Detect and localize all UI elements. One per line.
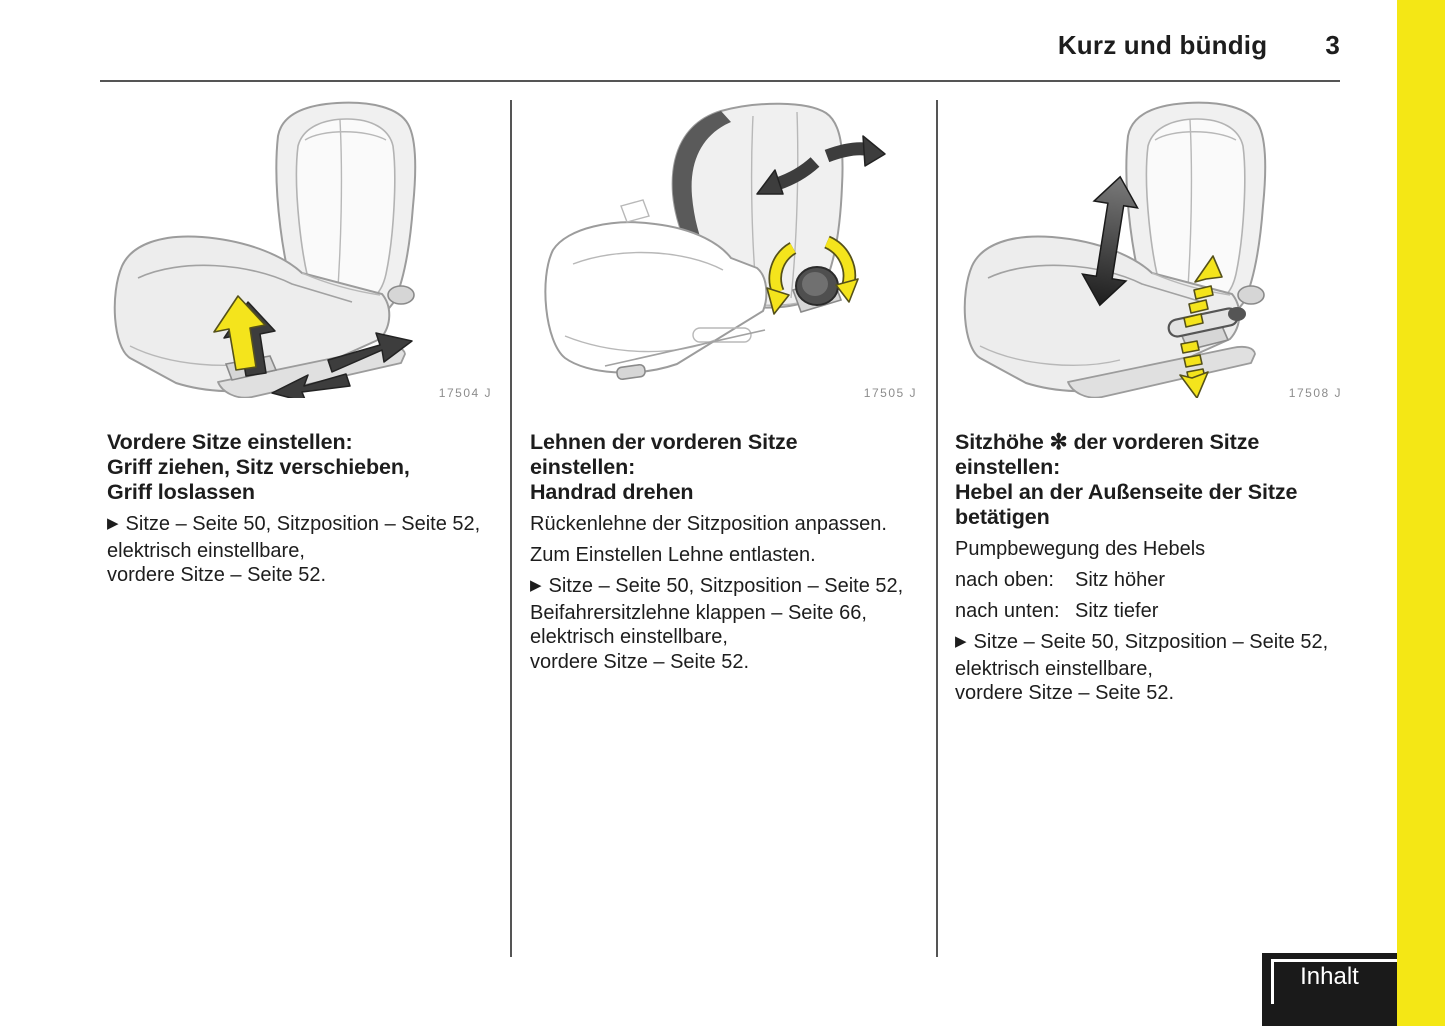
header-title: Kurz und bündig	[1057, 30, 1268, 60]
reference-paragraph: ▶ Sitze – Seite 50, Sitzposition – Seite 52, elektrisch einstellbare, vordere Sitze – Seite 52.	[107, 513, 481, 586]
column-divider-1	[510, 100, 512, 957]
column-heading: Vordere Sitze einstellen: Griff ziehen, Sitz verschieben, Griff loslassen	[107, 430, 410, 504]
figure-caption: 17505 J	[863, 386, 917, 400]
page-header	[100, 30, 1340, 61]
column-front-seat-adjust	[107, 430, 499, 594]
yellow-edge-stripe	[1397, 0, 1445, 1026]
seat-drawing-1	[100, 98, 500, 398]
column-seat-height-adjust	[955, 430, 1347, 712]
reference-paragraph: ▶ Sitze – Seite 50, Sitzposition – Seite 52, Beifahrersitzlehne klappen – Seite 66, elektrisch einstellbare, vordere Sitze – Seite 52.	[530, 575, 904, 673]
header-rule	[100, 80, 1340, 82]
triangle-bullet-icon: ▶	[955, 633, 967, 650]
body-paragraph: Zum Einstellen Lehne entlasten.	[530, 544, 816, 566]
direction-row-up: nach oben: Sitz höher	[955, 569, 1166, 591]
direction-row-down: nach unten: Sitz tiefer	[955, 600, 1159, 622]
column-heading: Lehnen der vorderen Sitze einstellen: Handrad drehen	[530, 430, 798, 504]
inhalt-button[interactable]	[1262, 953, 1397, 1026]
inhalt-button-label: Inhalt	[1300, 963, 1359, 990]
figure-caption: 17508 J	[1288, 386, 1342, 400]
body-paragraph: Pumpbewegung des Hebels	[955, 538, 1206, 560]
recline-handwheel-icon	[796, 267, 838, 305]
triangle-bullet-icon: ▶	[530, 577, 542, 594]
seat-illustration-backrest-recline	[525, 98, 925, 398]
triangle-bullet-icon: ▶	[107, 515, 119, 532]
seat-drawing-2	[525, 98, 925, 398]
reference-paragraph: ▶ Sitze – Seite 50, Sitzposition – Seite 52, elektrisch einstellbare, vordere Sitze – Seite 52.	[955, 631, 1329, 704]
figure-caption: 17504 J	[438, 386, 492, 400]
seat-drawing-3	[950, 98, 1350, 398]
page-number: 3	[1325, 30, 1340, 60]
column-divider-2	[936, 100, 938, 957]
body-paragraph: Rückenlehne der Sitzposition anpassen.	[530, 513, 887, 535]
column-backrest-adjust	[530, 430, 926, 681]
column-heading: Sitzhöhe ✻ der vorderen Sitze einstellen: Hebel an der Außenseite der Sitze betätigen	[955, 430, 1298, 529]
seat-illustration-height-adjust	[950, 98, 1350, 398]
seat-illustration-forward-backward	[100, 98, 500, 398]
